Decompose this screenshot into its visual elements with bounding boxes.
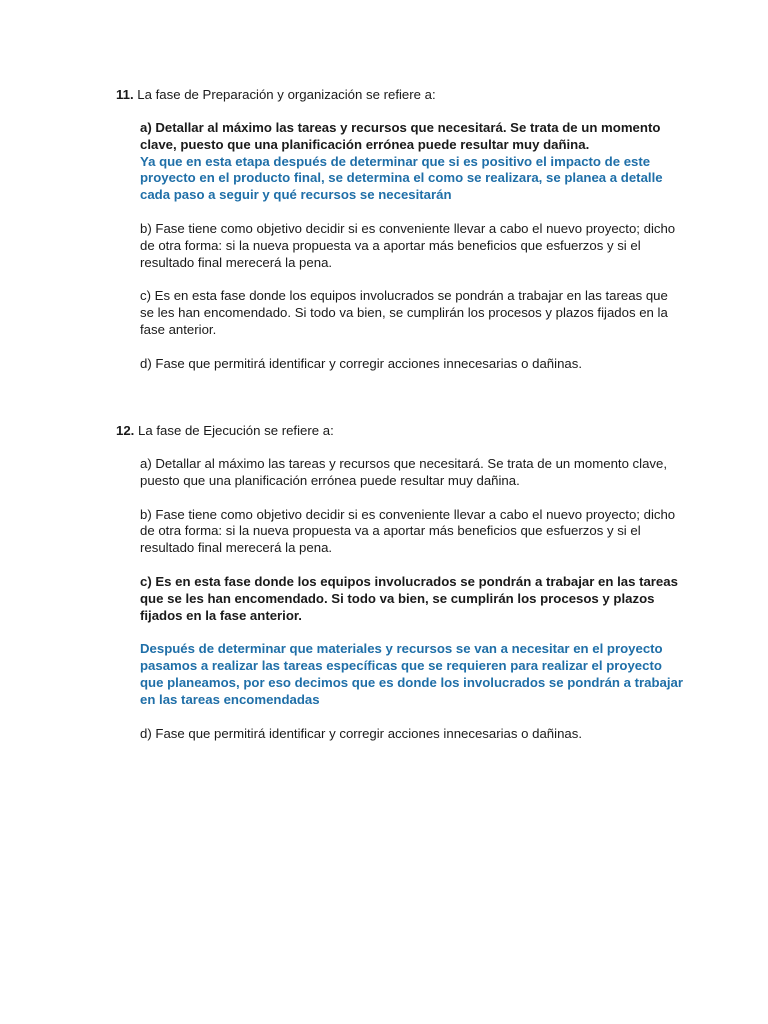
question-12-prompt: La fase de Ejecución se refiere a: xyxy=(138,423,334,438)
question-12-option-a: a) Detallar al máximo las tareas y recursos que necesitará. Se trata de un momento clave, puesto que una planificación errónea puede resultar muy dañina. xyxy=(140,456,668,488)
question-12-option-d: d) Fase que permitirá identificar y corregir acciones innecesarias o dañinas. xyxy=(140,725,582,741)
question-11-header xyxy=(116,86,686,103)
question-12-answer-note: Después de determinar que materiales y recursos se van a necesitar en el proyecto pasamos a realizar las tareas específicas que se requieren para realizar el proyecto que planeamos, por eso decimos que es donde los involucrados se pondrán a trabajar en las tareas encomendadas xyxy=(140,641,684,707)
question-12-number: 12. xyxy=(116,423,135,438)
question-11 xyxy=(116,86,686,390)
question-12-option-b: b) Fase tiene como objetivo decidir si es conveniente llevar a cabo el nuevo proyecto; dicho de otra forma: si la nueva propuesta va a aportar más beneficios que esfuerzos y si el resultado final merecerá la pena. xyxy=(140,506,676,556)
question-11-option-d: d) Fase que permitirá identificar y corregir acciones innecesarias o dañinas. xyxy=(140,355,582,371)
question-11-number: 11. xyxy=(116,87,134,102)
question-11-prompt: La fase de Preparación y organización se refiere a: xyxy=(137,87,436,102)
question-12 xyxy=(116,422,686,759)
question-12-option-c: c) Es en esta fase donde los equipos involucrados se pondrán a trabajar en las tareas que se les han encomendado. Si todo va bien, se cumplirán los procesos y plazos fijados en la fase anterior. xyxy=(140,573,678,623)
question-12-header xyxy=(116,422,686,439)
question-11-answer-note: Ya que en esta etapa después de determinar que si es positivo el impacto de este proyecto en el producto final, se determina el como se realizara, se planea a detalle cada paso a seguir y qué recursos se necesitarán xyxy=(140,153,663,203)
question-11-option-c: c) Es en esta fase donde los equipos involucrados se pondrán a trabajar en las tareas que se les han encomendado. Si todo va bien, se cumplirán los procesos y plazos fijados en la fase anterior. xyxy=(140,288,668,337)
question-11-option-b: b) Fase tiene como objetivo decidir si es conveniente llevar a cabo el nuevo proyecto; dicho de otra forma: si la nueva propuesta va a aportar más beneficios que esfuerzos y si el resultado final merecerá la pena. xyxy=(140,220,676,270)
question-11-option-a: a) Detallar al máximo las tareas y recursos que necesitará. Se trata de un momento clave, puesto que una planificación errónea puede resultar muy dañina. xyxy=(140,120,661,152)
